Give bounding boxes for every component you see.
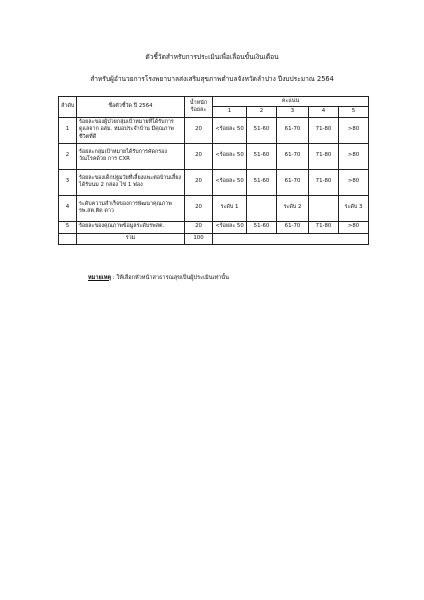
row-score: 71-80 <box>309 143 339 169</box>
row-score: >80 <box>339 143 369 169</box>
score-level: 3 <box>277 107 309 117</box>
header-weight <box>185 97 213 118</box>
row-no: 1 <box>59 117 77 143</box>
header-score: คะแนน <box>213 97 369 107</box>
row-indicator: ร้อยละของเด็กปฐมวัยที่เลี้ยงแพะต่อบ้านเลี้ยง ได้รับนม 2 กล่อง ไข่ 1 ฟอง <box>77 169 185 195</box>
row-score: >80 <box>339 117 369 143</box>
score-level: 1 <box>213 107 247 117</box>
row-score: 61-70 <box>277 117 309 143</box>
row-weight: 20 <box>185 169 213 195</box>
row-weight: 20 <box>185 221 213 233</box>
footnote <box>88 274 229 282</box>
document-title: ตัวชี้วัดสำหรับการประเมินเพื่อเลื่อนขั้นเงินเดือน <box>145 53 279 61</box>
row-score: 71-80 <box>309 117 339 143</box>
row-indicator: ร้อยละของคุณภาพข้อมูลระดับรพสต. <box>77 221 185 233</box>
row-no: 4 <box>59 195 77 221</box>
row-score: 51-60 <box>247 143 277 169</box>
total-score-blank <box>213 233 369 244</box>
row-score: ระดับ 3 <box>339 195 369 221</box>
row-score: 61-70 <box>277 169 309 195</box>
total-label: รวม <box>77 233 185 244</box>
row-no: 2 <box>59 143 77 169</box>
total-spacer <box>59 233 77 244</box>
row-score: 61-70 <box>277 221 309 233</box>
row-score: >80 <box>339 221 369 233</box>
row-weight: 20 <box>185 117 213 143</box>
row-score: 71-80 <box>309 221 339 233</box>
document-subtitle: สำหรับผู้อำนวยการโรงพยาบาลส่งเสริมสุขภาพตำบลจังหวัดลำปาง ปีงบประมาณ 2564 <box>90 75 334 83</box>
table-row <box>59 169 369 195</box>
footnote-label: หมายเหตุ <box>88 275 112 281</box>
table-row <box>59 143 369 169</box>
header-indicator: ชื่อตัวชี้วัด ปี 2564 <box>77 97 185 118</box>
total-weight: 100 <box>185 233 213 244</box>
score-level: 5 <box>339 107 369 117</box>
header-row <box>59 97 369 107</box>
row-score: <ร้อยละ 50 <box>213 169 247 195</box>
score-level: 2 <box>247 107 277 117</box>
row-score: <ร้อยละ 50 <box>213 143 247 169</box>
row-score: ระดับ 1 <box>213 195 247 221</box>
row-score <box>309 195 339 221</box>
row-score <box>247 195 277 221</box>
row-weight: 20 <box>185 195 213 221</box>
indicator-table <box>58 96 369 245</box>
row-indicator: ระดับความสำเร็จของการพัฒนาคุณภาพ รพ.สต.ติด ดาว <box>77 195 185 221</box>
row-score: 51-60 <box>247 117 277 143</box>
row-score: 51-60 <box>247 221 277 233</box>
row-no: 5 <box>59 221 77 233</box>
header-weight-line2: ร้อยละ <box>190 106 207 113</box>
row-score: 61-70 <box>277 143 309 169</box>
row-indicator: ร้อยละกลุ่มเป้าหมายได้รับการคัดกรองวัณโรคด้วย การ CXR <box>77 143 185 169</box>
row-score: ระดับ 2 <box>277 195 309 221</box>
row-score: 71-80 <box>309 169 339 195</box>
row-weight: 20 <box>185 143 213 169</box>
total-row <box>59 233 369 244</box>
header-weight-line1: น้ำหนัก <box>189 99 208 106</box>
row-score: 51-60 <box>247 169 277 195</box>
row-indicator: ร้อยละของผู้ป่วยกลุ่มเป้าหมายที่ได้รับการดูแลจาก อสม. หมอประจำบ้าน มีคุณภาพชีวิตที่ดี <box>77 117 185 143</box>
score-level: 4 <box>309 107 339 117</box>
table-row <box>59 221 369 233</box>
row-score: <ร้อยละ 50 <box>213 117 247 143</box>
header-seq: ลำดับ <box>59 97 77 118</box>
table-row <box>59 117 369 143</box>
row-no: 3 <box>59 169 77 195</box>
table-row <box>59 195 369 221</box>
row-score: >80 <box>339 169 369 195</box>
row-score: <ร้อยละ 50 <box>213 221 247 233</box>
footnote-text: : ให้เลือกหัวหน้าสาธารณสุขเป็นผู้ประเมินเท่านั้น <box>111 275 229 281</box>
